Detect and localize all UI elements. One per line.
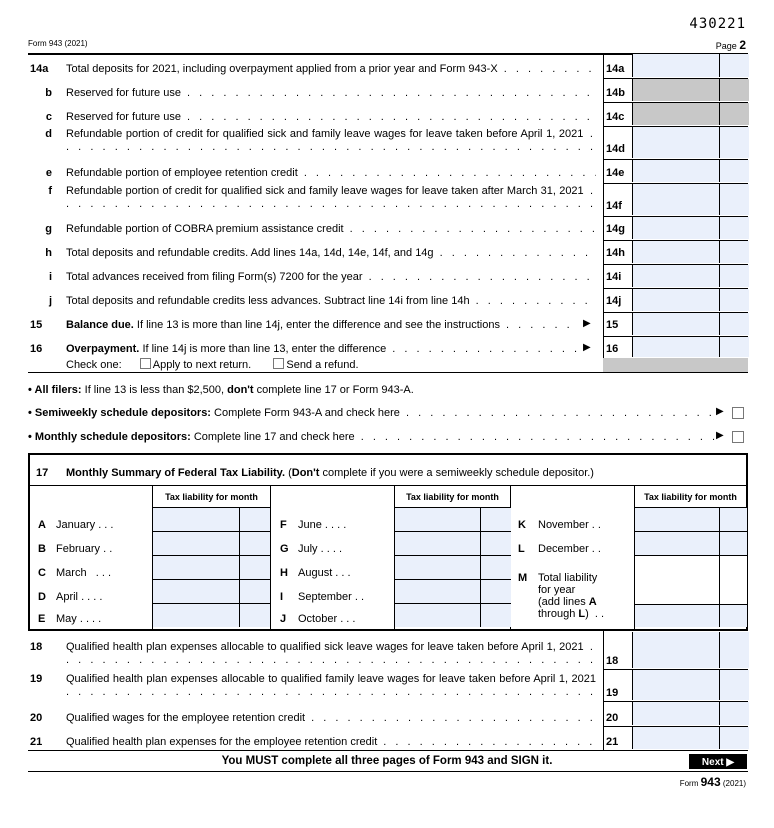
line-14i-amount-field[interactable]	[632, 265, 720, 287]
september-cents-field[interactable]	[480, 580, 511, 604]
line-number: f	[48, 185, 52, 197]
total-liability-label: Total liability for year (add lines A through L) . .	[538, 572, 605, 620]
line-14i-cents-field[interactable]	[719, 265, 749, 287]
line-16-shaded-area	[603, 358, 748, 372]
line-14c-reserved	[632, 103, 720, 125]
line-14g-amount-field[interactable]	[632, 217, 720, 239]
line-14f-amount-field[interactable]	[632, 184, 720, 215]
box-rule	[30, 485, 746, 486]
month-letter: L	[518, 543, 525, 555]
month-letter: J	[280, 613, 287, 625]
next-page-button[interactable]	[689, 754, 747, 769]
line-text: Refundable portion of credit for qualified sick and family leave wages for leave taken after March 31, 2021 . . .	[66, 185, 596, 213]
month-january: January . . .	[56, 519, 114, 531]
line-number: 19	[30, 673, 43, 685]
line-number: 20	[30, 712, 43, 724]
line-15-amount-field[interactable]	[632, 313, 720, 335]
arrow-right-icon: ▶	[716, 430, 724, 441]
line-19-amount-field[interactable]	[632, 670, 720, 700]
november-cents-field[interactable]	[719, 508, 747, 532]
arrow-right-icon: ▶	[583, 318, 591, 329]
month-june: June . . . .	[298, 519, 347, 531]
line-number: d	[45, 128, 52, 140]
line-14c-reserved-cents	[719, 103, 749, 125]
section-rule	[28, 372, 748, 373]
line-text: Total deposits and refundable credits. Add lines 14a, 14d, 14e, 14f, and 14g . . .	[66, 247, 596, 260]
april-cents-field[interactable]	[239, 580, 270, 604]
all-filers-note: • All filers: If line 13 is less than $2,500, don't complete line 17 or Form 943-A.	[28, 384, 414, 396]
month-letter: E	[38, 613, 46, 625]
month-november: November . .	[538, 519, 601, 531]
box-label: 20	[606, 712, 619, 724]
send-refund-label: Send a refund.	[286, 359, 359, 371]
month-february: February . .	[56, 543, 113, 555]
may-liability-field[interactable]	[152, 604, 239, 627]
form-label: Form 943 (2021)	[28, 39, 88, 48]
footer-rule	[28, 771, 748, 772]
line-21-cents-field[interactable]	[719, 727, 749, 749]
month-letter: G	[280, 543, 289, 555]
line-14d-amount-field[interactable]	[632, 127, 720, 158]
line-14f-cents-field[interactable]	[719, 184, 749, 215]
month-october: October . . .	[298, 613, 356, 625]
month-april: April . . . .	[56, 591, 103, 603]
line-text: Reserved for future use . . .	[66, 87, 596, 100]
line-text: Overpayment. If line 14j is more than line 13, enter the difference . . .	[66, 343, 578, 356]
month-september: September . .	[298, 591, 365, 603]
line-text: Qualified health plan expenses for the employee retention credit . . .	[66, 736, 596, 749]
box-label: 18	[606, 655, 619, 667]
line-text: Refundable portion of COBRA premium assistance credit . . .	[66, 223, 596, 236]
monthly-depositors-note: • Monthly schedule depositors: Complete line 17 and check here . . .	[28, 431, 718, 443]
box-label: 14f	[606, 200, 622, 212]
column-header: Tax liability for month	[644, 492, 737, 502]
total-liability-field-lower[interactable]	[634, 605, 719, 627]
month-letter: D	[38, 591, 46, 603]
line-14h-cents-field[interactable]	[719, 241, 749, 263]
page-prefix: Page	[715, 41, 737, 51]
month-december: December . .	[538, 543, 601, 555]
december-liability-field[interactable]	[634, 532, 719, 556]
arrow-right-icon: ▶	[726, 757, 735, 768]
line-18-cents-field[interactable]	[719, 632, 749, 668]
july-cents-field[interactable]	[480, 532, 511, 556]
box-label: 15	[606, 319, 619, 331]
semiweekly-depositor-checkbox[interactable]	[732, 407, 744, 419]
arrow-right-icon: ▶	[583, 342, 591, 353]
line-14b-reserved	[632, 79, 720, 101]
line-16-cents-field[interactable]	[719, 337, 749, 357]
line-14h-amount-field[interactable]	[632, 241, 720, 263]
january-cents-field[interactable]	[239, 508, 270, 532]
refund-options	[66, 358, 596, 372]
october-cents-field[interactable]	[480, 604, 511, 627]
october-liability-field[interactable]	[394, 604, 481, 627]
may-cents-field[interactable]	[239, 604, 270, 627]
line-number: j	[48, 295, 52, 307]
total-liability-cents-field[interactable]	[719, 556, 747, 605]
february-liability-field[interactable]	[152, 532, 239, 556]
line-number: 16	[30, 343, 43, 355]
month-may: May . . . .	[56, 613, 102, 625]
box-label: 19	[606, 687, 619, 699]
column-header: Tax liability for month	[165, 492, 258, 502]
february-cents-field[interactable]	[239, 532, 270, 556]
page-num: 2	[739, 38, 746, 52]
line-number: c	[45, 111, 52, 123]
check-one-label: Check one:	[66, 359, 122, 371]
line-19-cents-field[interactable]	[719, 670, 749, 700]
line-14a-amount-field[interactable]	[632, 54, 720, 77]
month-letter: A	[38, 519, 46, 531]
line-14e-amount-field[interactable]	[632, 160, 720, 182]
section-rule	[28, 750, 748, 751]
january-liability-field[interactable]	[152, 508, 239, 532]
line-20-amount-field[interactable]	[632, 702, 720, 725]
line-16-amount-field[interactable]	[632, 337, 720, 357]
line-text: Reserved for future use . . .	[66, 111, 596, 124]
line-number: i	[48, 271, 52, 283]
line-15-cents-field[interactable]	[719, 313, 749, 335]
line-number: 14a	[30, 63, 49, 75]
month-august: August . . .	[298, 567, 351, 579]
line-text: Total deposits and refundable credits less advances. Subtract line 14i from line 14h . . .	[66, 295, 596, 308]
month-letter: F	[280, 519, 287, 531]
line-text: Refundable portion of credit for qualified sick and family leave wages for leave taken before April 1, 2021 . . .	[66, 128, 596, 156]
month-letter: C	[38, 567, 46, 579]
august-cents-field[interactable]	[480, 556, 511, 580]
box-label: 21	[606, 736, 619, 748]
line-14g-cents-field[interactable]	[719, 217, 749, 239]
line-number: 21	[30, 736, 43, 748]
must-complete-note: You MUST complete all three pages of Form 943 and SIGN it.	[221, 755, 553, 767]
line-text: Refundable portion of employee retention credit . . .	[66, 167, 596, 180]
line-17-title: Monthly Summary of Federal Tax Liability. (Don't complete if you were a semiweekly schedule depositor.)	[66, 467, 594, 479]
arrow-right-icon: ▶	[716, 406, 724, 417]
line-text: Total deposits for 2021, including overpayment applied from a prior year and Form 943-X . . .	[66, 63, 596, 76]
page-number	[716, 38, 746, 52]
line-number: 17	[36, 467, 49, 479]
next-label: Next	[701, 757, 724, 768]
line-20-cents-field[interactable]	[719, 702, 749, 725]
box-label: 14g	[606, 223, 625, 235]
month-letter: I	[280, 591, 284, 603]
box-label: 14a	[606, 63, 625, 75]
march-liability-field[interactable]	[152, 556, 239, 580]
box-label: 14j	[606, 295, 622, 307]
box-label: 14d	[606, 143, 625, 155]
month-march: March . . .	[56, 567, 112, 579]
line-14d-cents-field[interactable]	[719, 127, 749, 158]
month-letter: H	[280, 567, 288, 579]
line-number: h	[45, 247, 52, 259]
total-liability-cents-lower[interactable]	[719, 605, 747, 627]
line-text: Qualified health plan expenses allocable to qualified family leave wages for leave taken before April 1, 2021 . . .	[66, 673, 596, 701]
august-liability-field[interactable]	[394, 556, 481, 580]
line-text: Qualified health plan expenses allocable to qualified sick leave wages for leave taken before April 1, 2021 . . .	[66, 641, 596, 669]
line-14j-cents-field[interactable]	[719, 289, 749, 311]
form-footer: Form 943 (2021)	[679, 775, 746, 789]
line-number: b	[45, 87, 52, 99]
month-letter: B	[38, 543, 46, 555]
line-number: e	[45, 167, 52, 179]
line-21-amount-field[interactable]	[632, 727, 720, 749]
line-14b-reserved-cents	[719, 79, 749, 101]
apply-next-return-checkbox[interactable]	[140, 358, 151, 369]
box-label: 14i	[606, 271, 622, 283]
box-label: 14b	[606, 87, 625, 99]
apply-next-return-label: Apply to next return.	[152, 359, 252, 371]
line-14j-amount-field[interactable]	[632, 289, 720, 311]
col-rule	[270, 485, 271, 629]
september-liability-field[interactable]	[394, 580, 481, 604]
semiweekly-depositors-note: • Semiweekly schedule depositors: Complete Form 943-A and check here . . .	[28, 407, 718, 419]
column-header: Tax liability for month	[406, 492, 499, 502]
line-text: Total advances received from filing Form(s) 7200 for the year . . .	[66, 271, 596, 284]
july-liability-field[interactable]	[394, 532, 481, 556]
line-18-amount-field[interactable]	[632, 632, 720, 668]
line-17-monthly-summary	[28, 453, 748, 631]
line-14a-cents-field[interactable]	[719, 54, 749, 77]
month-july: July . . . .	[298, 543, 343, 555]
line-text: Balance due. If line 13 is more than line 14j, enter the difference and see the instructions . . .	[66, 319, 578, 332]
june-liability-field[interactable]	[394, 508, 481, 532]
box-label: 16	[606, 343, 619, 355]
line-14e-cents-field[interactable]	[719, 160, 749, 182]
monthly-depositor-checkbox[interactable]	[732, 431, 744, 443]
line-number: g	[45, 223, 52, 235]
box-label: 14h	[606, 247, 625, 259]
june-cents-field[interactable]	[480, 508, 511, 532]
line-text: Qualified wages for the employee retention credit . . .	[66, 712, 596, 725]
box-label: 14e	[606, 167, 625, 179]
form-barcode-code: 430221	[689, 16, 746, 32]
line-number: 18	[30, 641, 43, 653]
box-label: 14c	[606, 111, 625, 123]
month-letter: M	[518, 572, 528, 584]
march-cents-field[interactable]	[239, 556, 270, 580]
total-liability-field[interactable]	[634, 556, 719, 605]
line-number: 15	[30, 319, 43, 331]
november-liability-field[interactable]	[634, 508, 719, 532]
month-letter: K	[518, 519, 526, 531]
send-refund-checkbox[interactable]	[273, 358, 284, 369]
december-cents-field[interactable]	[719, 532, 747, 556]
april-liability-field[interactable]	[152, 580, 239, 604]
